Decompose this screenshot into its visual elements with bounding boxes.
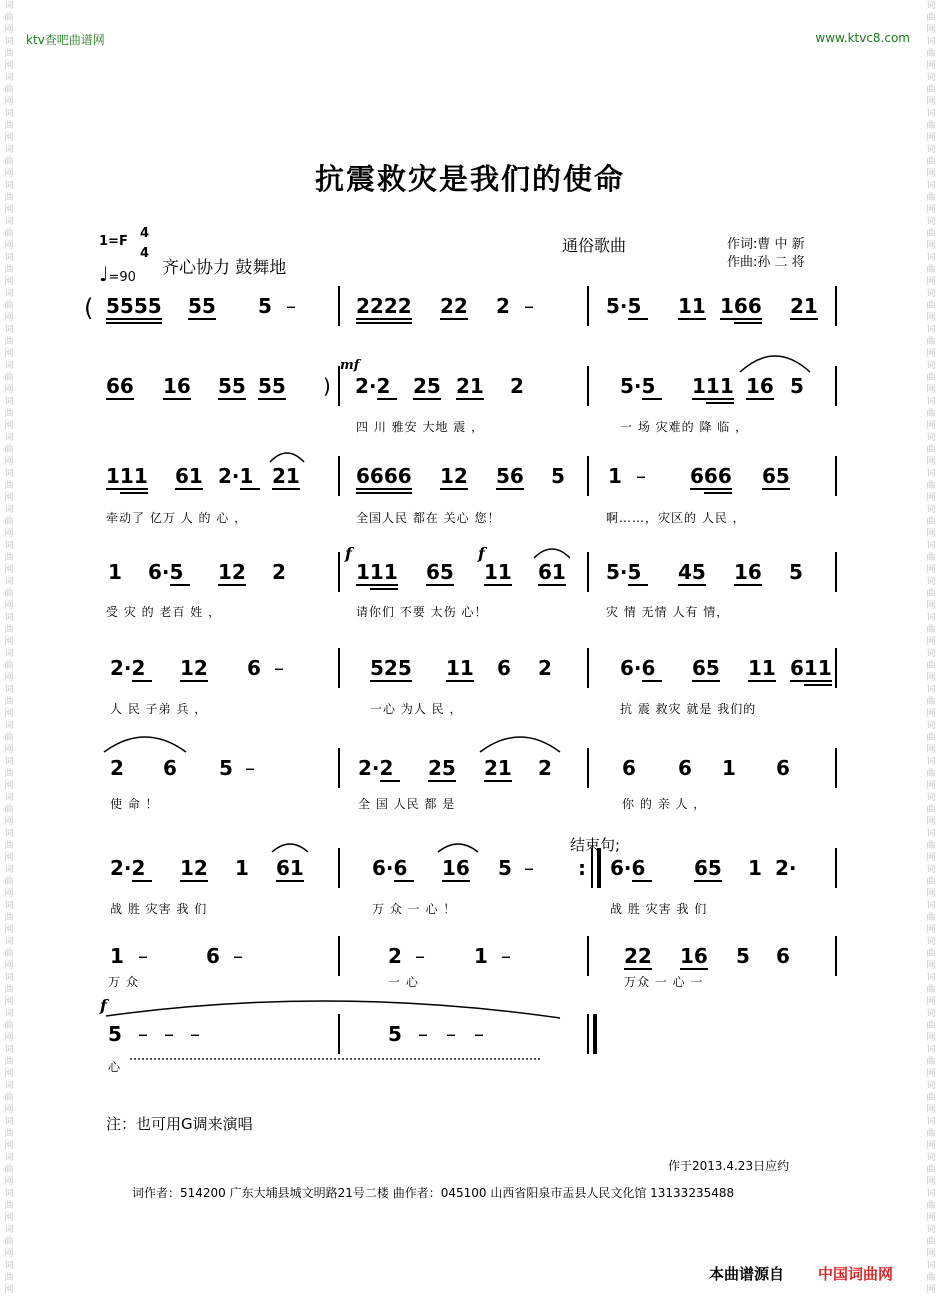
score-note: – <box>501 944 511 968</box>
lyric-line: 全 国 人民 都 是 <box>358 797 456 811</box>
score-note: 21 <box>790 294 818 318</box>
lyric-line: 一 心 <box>388 975 419 989</box>
slur <box>740 356 810 372</box>
dynamic-mark: f <box>100 996 107 1015</box>
score-note: 61 <box>175 464 203 488</box>
score-note: 16 <box>442 856 470 880</box>
score-note: 2·1 <box>218 464 254 488</box>
score-note: – <box>233 944 243 968</box>
score-note: 1 <box>235 856 249 880</box>
score-note: 22 <box>440 294 468 318</box>
score-note: – <box>138 944 148 968</box>
lyric-line: 万 众 <box>108 975 139 989</box>
score-note: 111 <box>692 374 734 398</box>
lyric-line: 战 胜 灾害 我 们 <box>610 902 708 916</box>
lyricist-credit: 作词:曹 中 新 <box>727 237 805 252</box>
score-note: 2 <box>388 944 402 968</box>
score-note: 5 <box>498 856 512 880</box>
score-note: 21 <box>484 756 512 780</box>
score-note: 5 <box>790 374 804 398</box>
lyric-line: 万 众 一 心 ！ <box>372 902 457 916</box>
lyric-line: 抗 震 救灾 就是 我们的 <box>620 702 757 716</box>
site-name-left[interactable]: ktv查吧曲谱网 <box>26 33 105 47</box>
score-note: – <box>474 1022 484 1046</box>
lyric-line: 四 川 雅安 大地 震 ， <box>356 420 485 434</box>
dynamic-mark: f <box>345 544 352 563</box>
score-note: 12 <box>440 464 468 488</box>
score-note: 6 <box>776 756 790 780</box>
score-note: 2222 <box>356 294 412 318</box>
score-note: 5 <box>388 1022 402 1046</box>
lyric-line: 受 灾 的 老百 姓 ， <box>106 605 222 619</box>
score-note: 1 <box>108 560 122 584</box>
source-site-link[interactable]: 中国词曲网 <box>818 1265 894 1283</box>
score-note: 2 <box>510 374 524 398</box>
lyric-line: 请你们 不要 太伤 心！ <box>356 605 488 619</box>
score-note: 5555 <box>106 294 162 318</box>
score-note: 5 <box>219 756 233 780</box>
score-note: 611 <box>790 656 832 680</box>
genre-label: 通俗歌曲 <box>562 236 627 255</box>
score-note: 65 <box>426 560 454 584</box>
score-note: ) <box>323 374 331 398</box>
score-note: – <box>415 944 425 968</box>
dynamic-mark: mf <box>340 358 360 373</box>
score-note: – <box>138 1022 148 1046</box>
score-note: 5 <box>789 560 803 584</box>
score-note: 6·6 <box>620 656 656 680</box>
song-title: 抗震救灾是我们的使命 <box>314 162 625 196</box>
score-note: 11 <box>484 560 512 584</box>
ending-label: 结束句; <box>570 836 621 854</box>
score-note: – <box>636 464 646 488</box>
edge-watermark-text: 词曲网词曲网词曲网词曲网词曲网词曲网词曲网词曲网词曲网词曲网词曲网词曲网词曲网词曲网词曲网词曲网词曲网词曲网词曲网词曲网词曲网词曲网词曲网词曲网词曲网词曲网词曲网词曲网词曲网词曲网词曲网词曲网词曲网词曲网词曲网词曲网 <box>4 1 14 1295</box>
score-note: 56 <box>496 464 524 488</box>
score-note: 16 <box>163 374 191 398</box>
lyric-line: 你 的 亲 人 ， <box>622 797 707 811</box>
score-note: 12 <box>218 560 246 584</box>
score-note: 55 <box>258 374 286 398</box>
score-note: 525 <box>370 656 412 680</box>
score-note: 6 <box>247 656 261 680</box>
score-note: 6 <box>163 756 177 780</box>
score-note: 5 <box>258 294 272 318</box>
score-note: 22 <box>624 944 652 968</box>
edge-watermark-text: 词曲网词曲网词曲网词曲网词曲网词曲网词曲网词曲网词曲网词曲网词曲网词曲网词曲网词曲网词曲网词曲网词曲网词曲网词曲网词曲网词曲网词曲网词曲网词曲网词曲网词曲网词曲网词曲网词曲网词曲网词曲网词曲网词曲网词曲网词曲网词曲网 <box>926 1 936 1295</box>
repeat-sign: : <box>578 856 586 880</box>
score-note: 5 <box>551 464 565 488</box>
lyric-line: 万众 一 心 一 <box>624 975 704 989</box>
score-note: – <box>524 856 534 880</box>
score-note: – <box>286 294 296 318</box>
score-note: 1 <box>474 944 488 968</box>
slur <box>272 844 308 852</box>
lyric-line: 心 <box>108 1060 122 1074</box>
score-note: 2·2 <box>110 856 146 880</box>
score-note: 1 <box>608 464 622 488</box>
score-note: – <box>524 294 534 318</box>
score-note: 11 <box>446 656 474 680</box>
quarter-note-icon: ♩ <box>99 262 109 286</box>
score-note: 16 <box>734 560 762 584</box>
score-note: 65 <box>692 656 720 680</box>
key-signature: 1=F <box>99 234 128 249</box>
score-note: – <box>446 1022 456 1046</box>
score-note: ( <box>84 294 94 322</box>
score-note: 11 <box>748 656 776 680</box>
score-note: – <box>274 656 284 680</box>
lyric-line: 灾 情 无情 人有 情， <box>606 605 730 619</box>
expression-marking: 齐心协力 鼓舞地 <box>162 258 287 278</box>
score-note: 12 <box>180 656 208 680</box>
score-note: 11 <box>678 294 706 318</box>
slur <box>438 844 478 852</box>
score-note: 6 <box>678 756 692 780</box>
score-note: 2· <box>775 856 797 880</box>
lyric-line: 啊……，灾区的 人民 ， <box>606 511 746 525</box>
contact-addresses: 词作者：514200 广东大埔县城文明路21号二楼 曲作者：045100 山西省阳泉市盂县人民文化馆 13133235488 <box>132 1186 735 1200</box>
slur <box>534 549 570 558</box>
score-note: – <box>245 756 255 780</box>
score-note: – <box>164 1022 174 1046</box>
score-note: 6 <box>622 756 636 780</box>
lyric-extension-dots <box>130 1058 540 1060</box>
lyric-line: 战 胜 灾害 我 们 <box>110 902 208 916</box>
footnote: 注：也可用G调来演唱 <box>106 1115 253 1133</box>
score-note: 61 <box>538 560 566 584</box>
score-note: 1 <box>748 856 762 880</box>
score-note: – <box>418 1022 428 1046</box>
score-note: 66 <box>106 374 134 398</box>
score-note: 61 <box>276 856 304 880</box>
score-note: 25 <box>428 756 456 780</box>
slur <box>104 737 186 752</box>
score-note: 55 <box>188 294 216 318</box>
slur <box>270 453 304 462</box>
score-note: 45 <box>678 560 706 584</box>
score-note: 111 <box>356 560 398 584</box>
score-note: 65 <box>694 856 722 880</box>
score-note: 21 <box>456 374 484 398</box>
score-note: 2 <box>496 294 510 318</box>
lyric-line: 使 命 ！ <box>110 797 159 811</box>
score-note: 55 <box>218 374 246 398</box>
score-note: 21 <box>272 464 300 488</box>
score-note: 16 <box>746 374 774 398</box>
score-note: 666 <box>690 464 732 488</box>
time-signature-top: 4 <box>140 226 150 241</box>
score-note: 2·2 <box>355 374 391 398</box>
score-note: 6·5 <box>148 560 184 584</box>
score-note: 12 <box>180 856 208 880</box>
score-note: 1 <box>722 756 736 780</box>
score-note: 5·5 <box>606 294 642 318</box>
lyric-line: 人 民 子弟 兵 ， <box>110 702 208 716</box>
score-note: 6 <box>497 656 511 680</box>
score-note: 2 <box>538 656 552 680</box>
source-prefix: 本曲谱源自 <box>709 1265 785 1283</box>
score-note: 5 <box>108 1022 122 1046</box>
score-note: 16 <box>680 944 708 968</box>
score-note: 2 <box>538 756 552 780</box>
lyric-line: 牵动了 亿万 人 的 心 ， <box>106 511 248 525</box>
slur <box>480 737 560 752</box>
score-note: 5·5 <box>620 374 656 398</box>
dynamic-mark: f <box>478 544 485 563</box>
score-note: 6 <box>776 944 790 968</box>
score-note: 5·5 <box>606 560 642 584</box>
score-note: 25 <box>413 374 441 398</box>
slur <box>106 1001 560 1018</box>
score-note: 2 <box>110 756 124 780</box>
score-note: 2·2 <box>110 656 146 680</box>
time-signature-bottom: 4 <box>140 246 150 261</box>
lyric-line: 全国人民 都在 关心 您！ <box>356 511 501 525</box>
score-note: 111 <box>106 464 148 488</box>
score-note: 5 <box>736 944 750 968</box>
score-note: 166 <box>720 294 762 318</box>
score-note: 65 <box>762 464 790 488</box>
score-note: 6 <box>206 944 220 968</box>
score-note: 2·2 <box>358 756 394 780</box>
site-url-right[interactable]: www.ktvc8.com <box>815 31 910 45</box>
score-note: – <box>190 1022 200 1046</box>
score-note: 1 <box>110 944 124 968</box>
tempo-value: =90 <box>108 270 136 285</box>
lyric-line: 一 场 灾难的 降 临 ， <box>620 420 749 434</box>
lyric-line: 一心 为人 民 ， <box>370 702 463 716</box>
score-note: 6·6 <box>372 856 408 880</box>
score-note: 6·6 <box>610 856 646 880</box>
score-note: 6666 <box>356 464 412 488</box>
composer-credit: 作曲:孙 二 将 <box>727 255 805 270</box>
composition-date: 作于2013.4.23日应约 <box>668 1159 790 1173</box>
score-note: 2 <box>272 560 286 584</box>
